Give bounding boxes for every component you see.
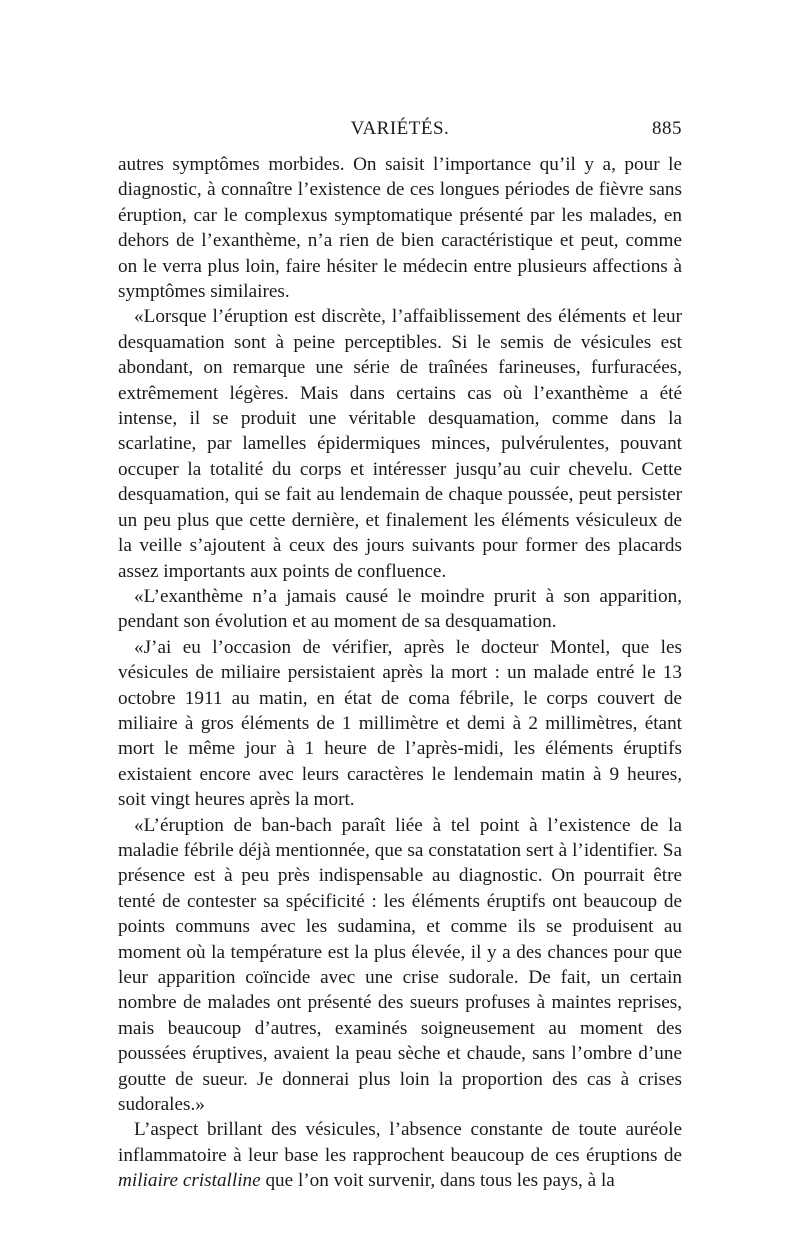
italic-term: miliaire cristalline — [118, 1170, 261, 1192]
aspect-text-end: que l’on voit survenir, dans tous les pays, à la — [260, 1170, 615, 1192]
aspect-text-start: L’aspect brillant des vésicules, l’absence constante de toute auréole inflammatoire à leur base les rapprochent beaucoup de ces éruptions de — [118, 1119, 682, 1166]
paragraph-prurit: «L’exanthème n’a jamais causé le moindre prurit à son apparition, pendant son évolution et au moment de sa desquamation. — [118, 585, 682, 633]
paragraph-desquamation: «Lorsque l’éruption est discrète, l’affaiblissement des éléments et leur desquamation sont à peine perceptibles. Si le semis de vésicules est abondant, on remarque une série de traînées farineuses, furfuracées, extrêmement légères. Mais dans certains cas où l’exanthème a été intense, il se produit une véritable desquamation, comme dans la scarlatine, par lamelles épidermiques minces, pulvérulentes, pouvant occuper la totalité du corps et intéresser jusqu’au cuir chevelu. Cette desquamation, qui se fait au lendemain de chaque poussée, peut persister un peu plus que cette dernière, et finalement les éléments vésiculeux de la veille s’ajoutent à ceux des jours suivants pour former des placards assez importants aux points de confluence. — [118, 306, 682, 582]
running-head — [118, 118, 682, 142]
paragraph-observation: «J’ai eu l’occasion de vérifier, après le docteur Montel, que les vésicules de miliaire persistaient après la mort : un malade entré le 13 octobre 1911 au matin, en état de coma fébrile, le corps couvert de miliaire à gros éléments de 1 millimètre et demi à 2 millimètres, étant mort le même jour à 1 heure de l’après-midi, les éléments éruptifs existaient encore avec leurs caractères le lendemain matin à 9 heures, soit vingt heures après la mort. — [118, 636, 682, 811]
running-title: VARIÉTÉS. — [350, 118, 450, 139]
page-number: 885 — [652, 118, 682, 139]
paragraph-diagnostic: «L’éruption de ban-bach paraît liée à tel point à l’existence de la maladie fébrile déjà mentionnée, que sa constatation sert à l’identifier. Sa présence est à peu près indispensable au diagnostic. On pourrait être tenté de contester sa spécificité : les éléments éruptifs ont beaucoup de points communs avec les sudamina, et comme ils se produisent au moment où la température est la plus élevée, il y a des chances pour que leur apparition coïncide avec une crise sudorale. De fait, un certain nombre de malades ont présenté des sueurs profuses à maintes reprises, mais beaucoup d’autres, examinés soigneusement au moment des poussées éruptives, avaient la peau sèche et chaude, sans l’ombre d’une goutte de sueur. Je donnerai plus loin la proportion des cas à crises sudorales.» — [118, 814, 682, 1116]
paragraph-aspect — [118, 1117, 682, 1193]
body-text — [118, 152, 682, 1194]
paragraph-continued: autres symptômes morbides. On saisit l’importance qu’il y a, pour le diagnostic, à connaître l’existence de ces longues périodes de fièvre sans éruption, car le complexus symptomatique présenté par les malades, en dehors de l’exanthème, n’a rien de bien caractéristique et peut, comme on le verra plus loin, faire hésiter le médecin entre plusieurs affections à symptômes similaires. — [118, 154, 682, 303]
